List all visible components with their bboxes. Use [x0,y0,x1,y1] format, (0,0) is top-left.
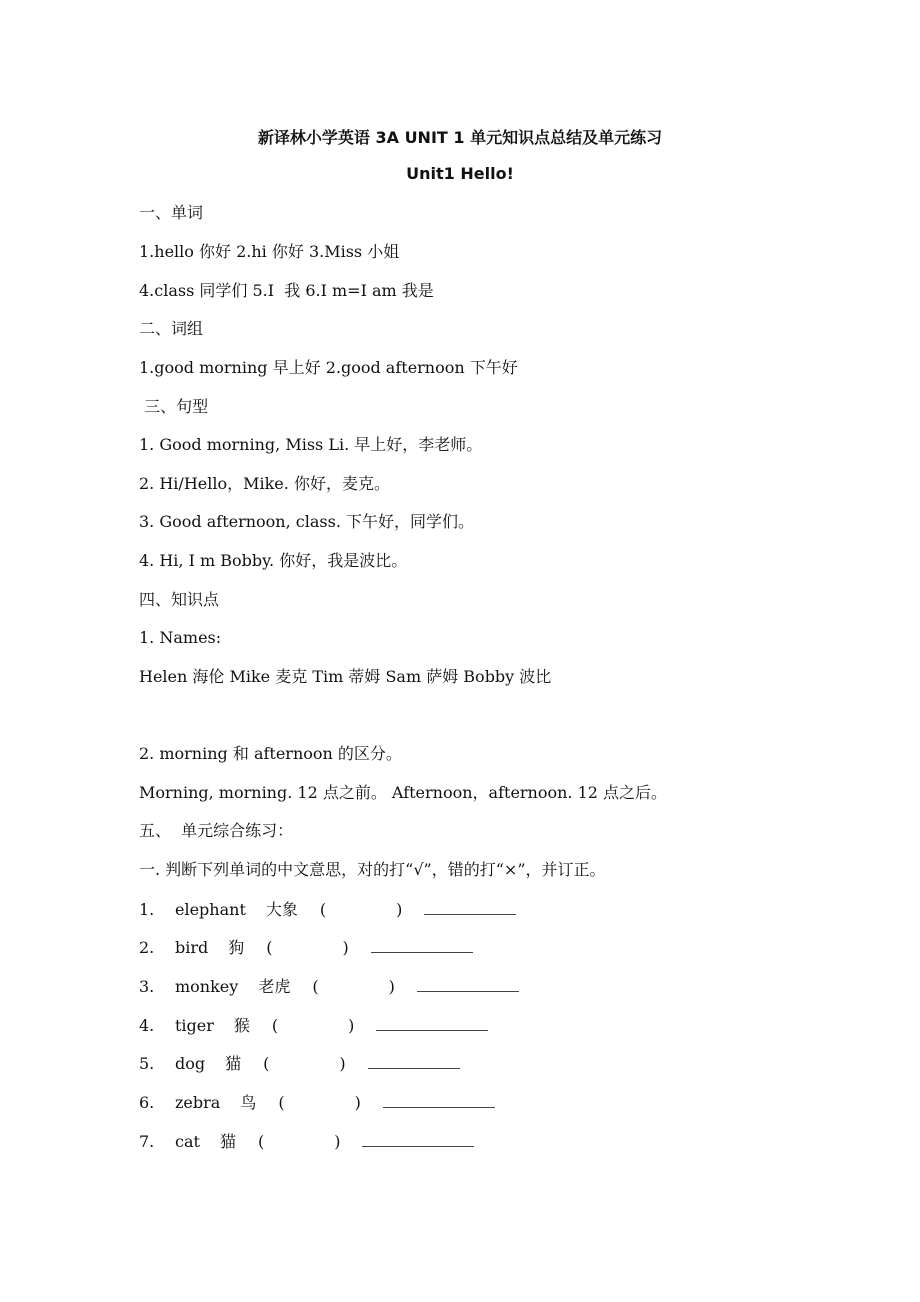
exercise-meaning: 大象 [265,900,298,919]
exercise-correction-blank[interactable] [383,1091,495,1108]
exercise-open-paren: ( [257,1132,265,1151]
section-knowledge-heading: 四、知识点 [139,590,220,609]
exercise-close-paren: ) [342,938,349,957]
exercise-correction-blank[interactable] [417,975,519,992]
exercise-item [139,898,516,921]
exercise-correction-blank[interactable] [424,898,516,915]
exercise-meaning: 鸟 [240,1093,257,1112]
exercise-item [139,975,519,998]
exercise-item [139,936,473,959]
exercise-close-paren: ) [334,1132,341,1151]
exercise-meaning: 猴 [233,1016,250,1035]
exercise-correction-blank[interactable] [368,1052,460,1069]
exercise-correction-blank[interactable] [376,1014,488,1031]
section-sentences-heading: 三、句型 [139,397,209,416]
exercise-word: dog [175,1054,206,1073]
exercise-open-paren: ( [266,938,273,957]
exercise-open-paren: ( [319,900,327,919]
exercise-open-paren: ( [278,1093,285,1112]
section-practice-heading: 五、 单元综合练习： [139,821,294,840]
exercise-meaning: 猫 [225,1054,242,1073]
exercise-word: cat [175,1132,200,1151]
exercise-close-paren: ) [348,1016,355,1035]
exercise-close-paren: ) [396,900,403,919]
exercise-number: 4. [139,1016,155,1035]
names-heading: 1. Names: [139,628,222,647]
exercise-item [139,1091,495,1114]
sentence-4: 4. Hi, I m Bobby. 你好，我是波比。 [139,551,408,570]
exercise-correction-blank[interactable] [371,936,473,953]
exercise-meaning: 狗 [228,938,245,957]
exercise-item [139,1052,460,1075]
exercise-item [139,1014,488,1037]
section-phrases-heading: 二、词组 [139,319,204,338]
morning-afternoon-heading: 2. morning 和 afternoon 的区分。 [139,744,402,763]
exercise-word: monkey [175,977,239,996]
names-line: Helen 海伦 Mike 麦克 Tim 蒂姆 Sam 萨姆 Bobby 波比 [139,667,552,686]
exercise-meaning: 猫 [219,1132,236,1151]
exercise-word: zebra [175,1093,221,1112]
exercise-word: tiger [175,1016,214,1035]
sentence-1: 1. Good morning, Miss Li. 早上好，李老师。 [139,435,483,454]
unit-subtitle: Unit1 Hello! [406,164,514,183]
words-line-1: 1.hello 你好 2.hi 你好 3.Miss 小姐 [139,242,400,261]
exercise-correction-blank[interactable] [362,1130,474,1147]
document-title: 新译林小学英语 3A UNIT 1 单元知识点总结及单元练习 [257,128,663,147]
morning-afternoon-line: Morning, morning. 12 点之前。 Afternoon，afternoon. 12 点之后。 [139,783,668,802]
exercise-word: bird [175,938,209,957]
exercise-number: 1. [139,900,155,919]
exercise-word: elephant [175,900,246,919]
sentence-2: 2. Hi/Hello，Mike. 你好，麦克。 [139,474,390,493]
exercise-close-paren: ) [354,1093,361,1112]
exercise-open-paren: ( [263,1054,270,1073]
exercise-open-paren: ( [312,977,319,996]
exercise-item [139,1130,474,1153]
exercise-close-paren: ) [388,977,395,996]
exercise-number: 3. [139,977,155,996]
section-words-heading: 一、单词 [139,203,204,222]
exercise-open-paren: ( [271,1016,279,1035]
words-line-2: 4.class 同学们 5.I 我 6.I m=I am 我是 [139,281,434,300]
sentence-3: 3. Good afternoon, class. 下午好，同学们。 [139,512,474,531]
exercise-number: 2. [139,938,155,957]
exercise-meaning: 老虎 [258,977,291,996]
phrases-line-1: 1.good morning 早上好 2.good afternoon 下午好 [139,358,518,377]
exercise-instruction: 一. 判断下列单词的中文意思，对的打“√”，错的打“×”，并订正。 [139,860,606,879]
exercise-close-paren: ) [339,1054,346,1073]
exercise-number: 5. [139,1054,155,1073]
exercise-number: 7. [139,1132,155,1151]
exercise-number: 6. [139,1093,155,1112]
